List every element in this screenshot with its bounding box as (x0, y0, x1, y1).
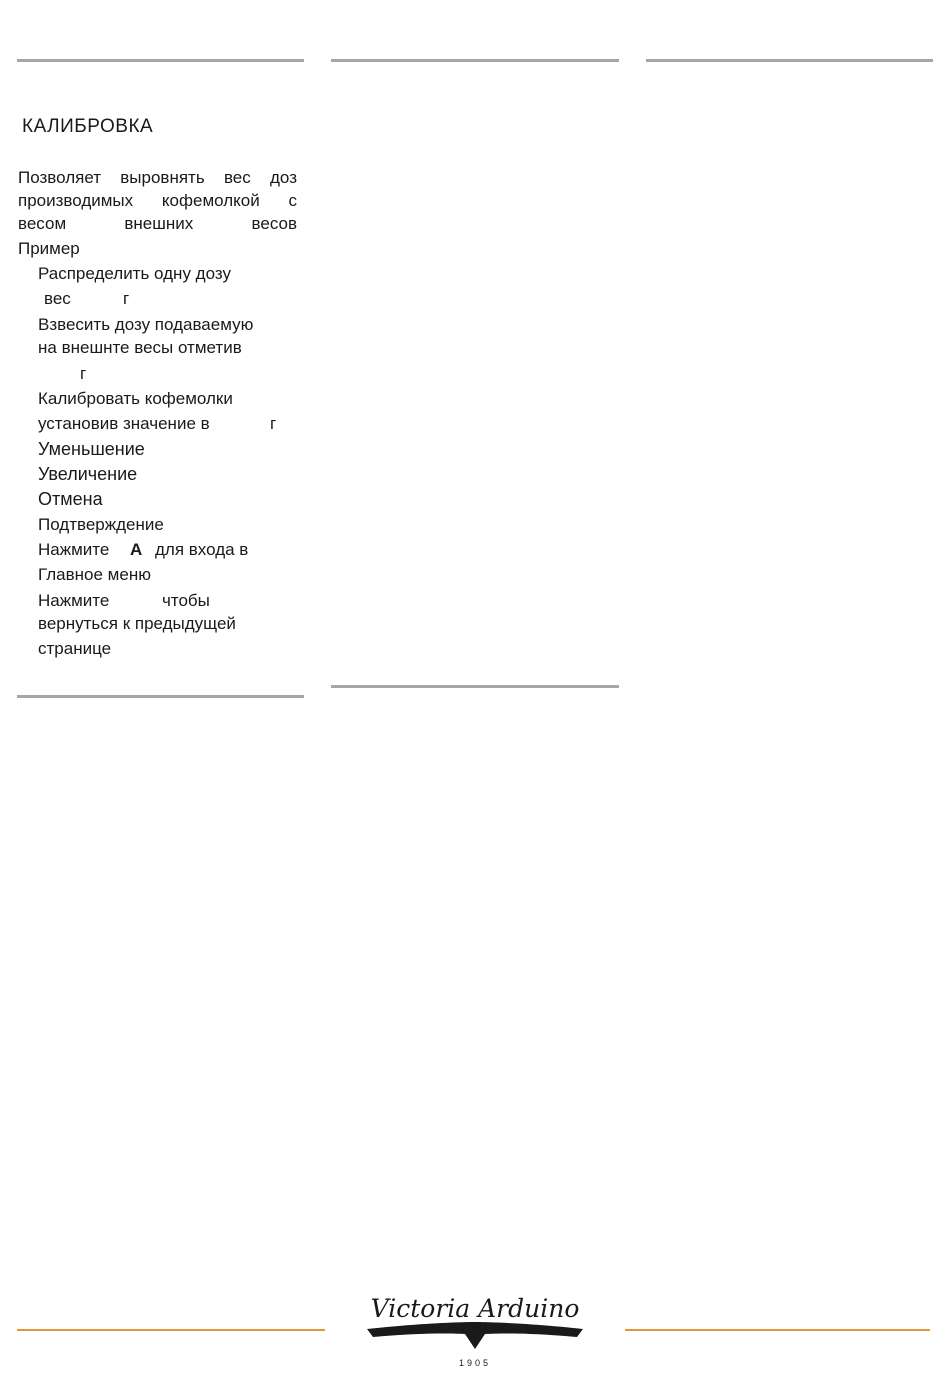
column-1-top-rule (17, 59, 304, 62)
decrease-label: Уменьшение (38, 439, 145, 459)
footer-left-rule (17, 1329, 325, 1331)
footer-right-rule (625, 1329, 930, 1331)
step-1-weight-label: вес (44, 289, 71, 308)
cancel-label: Отмена (38, 489, 103, 509)
column-2-bottom-rule (331, 685, 619, 688)
back-press-label: Нажмите (38, 591, 110, 610)
step-3-line-1: Калибровать кофемолки (38, 389, 233, 408)
logo-graphic (363, 1287, 587, 1372)
logo-brand-text: Victoria Arduino (370, 1294, 580, 1323)
menu-key-a: A (130, 540, 143, 559)
step-2-line-1: Взвесить дозу подаваемую (38, 315, 254, 334)
confirm-label: Подтверждение (38, 515, 164, 534)
intro-line: Позволяет выровнять вес доз (18, 168, 297, 187)
section-title: КАЛИБРОВКА (22, 116, 154, 137)
column-2-top-rule (331, 59, 619, 62)
column-3-top-rule (646, 59, 933, 62)
step-3-line-2: установив значение в (38, 414, 210, 433)
main-menu-label: Главное меню (38, 565, 151, 584)
increase-label: Увеличение (38, 464, 138, 484)
example-label: Пример (18, 239, 80, 258)
intro-line: производимых кофемолкой с (18, 191, 297, 210)
step-2-line-2: на внешнте весы отметив (38, 338, 242, 357)
step-1-line-1: Распределить одну дозу (38, 264, 231, 283)
back-line-3: странице (38, 639, 112, 658)
step-2-unit: г (80, 364, 87, 383)
back-so-label: чтобы (162, 591, 210, 610)
column-1-bottom-rule (17, 695, 304, 698)
step-3-unit: г (270, 414, 277, 433)
intro-paragraph (18, 166, 297, 235)
victoria-arduino-logo (363, 1287, 587, 1372)
intro-line: весом внешних весов (18, 214, 297, 233)
logo-year-text: 1905 (458, 1358, 492, 1368)
menu-enter-label: для входа в (155, 540, 249, 559)
step-1-unit: г (123, 289, 130, 308)
back-line-2: вернуться к предыдущей (38, 614, 236, 633)
menu-press-label: Нажмите (38, 540, 110, 559)
